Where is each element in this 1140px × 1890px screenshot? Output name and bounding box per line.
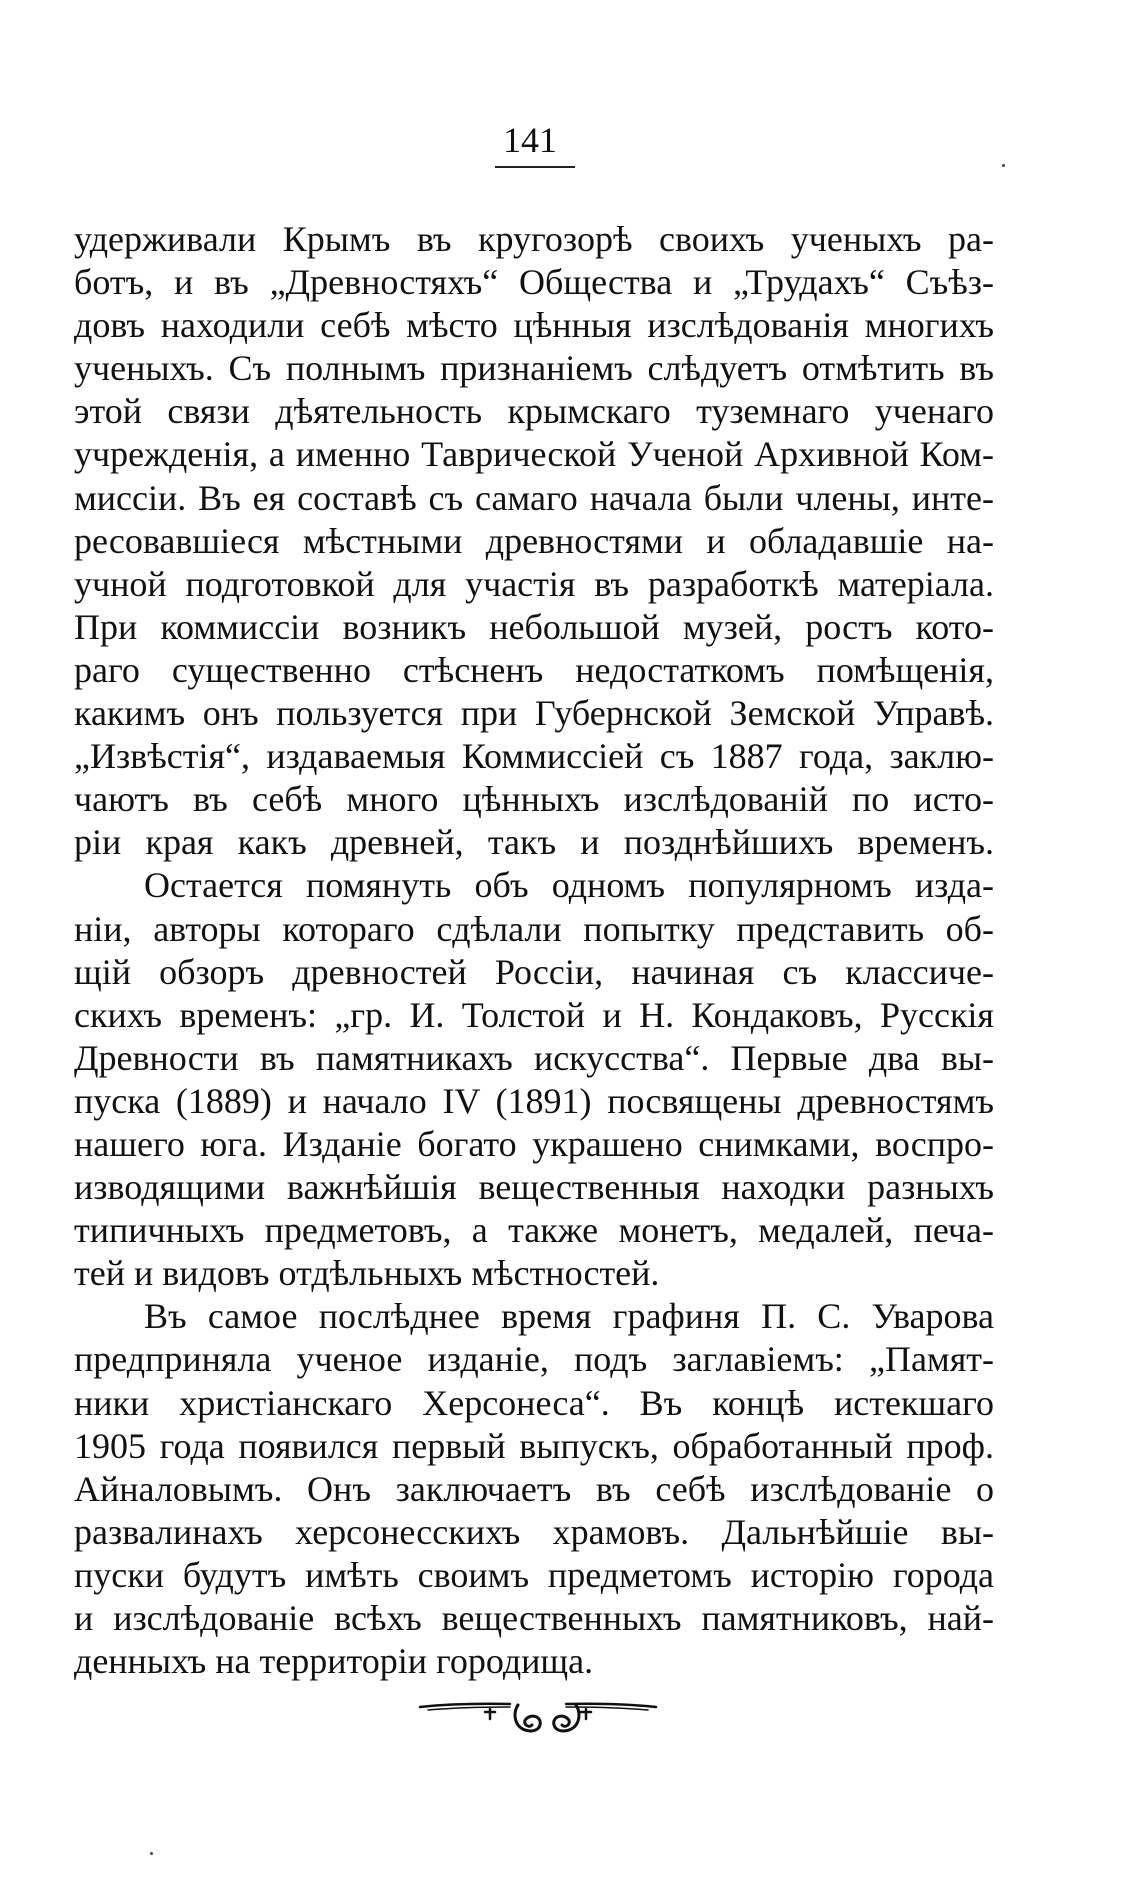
paragraph-3 [74,1295,994,1683]
text-line: удерживали Крымъ въ кругозорѣ своихъ ученыхъ ра- [74,219,994,259]
text-line: довъ находили себѣ мѣсто цѣнныя изслѣдованія многихъ [74,305,994,346]
body-text [74,218,994,1683]
text-line: учной подготовкой для участія въ разработкѣ матеріала. [74,563,994,604]
paragraph-2 [74,864,994,1295]
end-ornament-icon [418,1685,658,1745]
text-line: ніи, авторы котораго сдѣлали попытку представить об- [74,908,994,949]
text-line: денныхъ на территоріи городища. [74,1641,594,1682]
text-line: предприняла ученое изданіе, подъ заглавіемъ: „Памят- [74,1339,994,1380]
print-speck [150,1852,153,1855]
text-line: ученыхъ. Съ полнымъ признаніемъ слѣдуетъ отмѣтить въ [74,348,994,389]
text-line: этой связи дѣятельность крымскаго туземнаго ученаго [74,391,994,432]
text-line: нашего юга. Изданіе богато украшено снимками, воспро- [74,1123,994,1164]
text-line: „Извѣстія“, издаваемыя Коммиссіей съ 1887 года, заклю- [74,736,994,777]
text-line: При коммиссіи возникъ небольшой музей, ростъ кото- [74,606,994,647]
text-line: 1905 года появился первый выпускъ, обработанный проф. [74,1425,994,1466]
text-line: изводящими важнѣйшія вещественныя находки разныхъ [74,1167,994,1208]
text-line: ресовавшіеся мѣстными древностями и обладавшіе на- [74,520,994,561]
text-line: развалинахъ херсонесскихъ храмовъ. Дальнѣйшіе вы- [74,1511,994,1552]
page-number: 141 [503,120,557,160]
text-line: Остается помянуть объ одномъ популярномъ изда- [144,865,994,906]
text-line: пуска (1889) и начало IV (1891) посвящены древностямъ [74,1080,994,1121]
text-line: ріи края какъ древней, такъ и позднѣйшихъ временъ. [74,822,994,863]
page-number-rule [495,166,575,168]
text-line: Айналовымъ. Онъ заключаетъ въ себѣ изслѣдованіе о [74,1468,994,1509]
text-line: ботъ, и въ „Древностяхъ“ Общества и „Трудахъ“ Съѣз- [74,262,994,303]
text-line: скихъ временъ: „гр. И. Толстой и Н. Кондаковъ, Русскія [74,994,994,1035]
print-speck [1002,164,1005,167]
text-line: какимъ онъ пользуется при Губернской Земской Управѣ. [74,693,994,734]
text-line: щій обзоръ древностей Россіи, начиная съ классиче- [74,951,994,992]
text-line: типичныхъ предметовъ, а также монетъ, медалей, печа- [74,1210,994,1251]
text-line: пуски будутъ имѣть своимъ предметомъ исторію города [74,1554,994,1595]
text-line: чаютъ въ себѣ много цѣнныхъ изслѣдованій по исто- [74,779,994,820]
text-line: тей и видовъ отдѣльныхъ мѣстностей. [74,1253,660,1294]
text-line: раго существенно стѣсненъ недостаткомъ помѣщенія, [74,649,994,690]
paragraph-1 [74,218,994,864]
text-line: Древности въ памятникахъ искусства“. Первые два вы- [74,1037,994,1078]
text-line: и изслѣдованіе всѣхъ вещественныхъ памятниковъ, най- [74,1598,994,1638]
text-line: ники христіанскаго Херсонеса“. Въ концѣ истекшаго [74,1382,994,1423]
text-line: миссіи. Въ ея составѣ съ самаго начала были члены, инте- [74,477,994,518]
text-line: учрежденія, а именно Таврической Ученой Архивной Ком- [74,434,994,475]
text-line: Въ самое послѣднее время графиня П. С. Уварова [144,1296,994,1337]
